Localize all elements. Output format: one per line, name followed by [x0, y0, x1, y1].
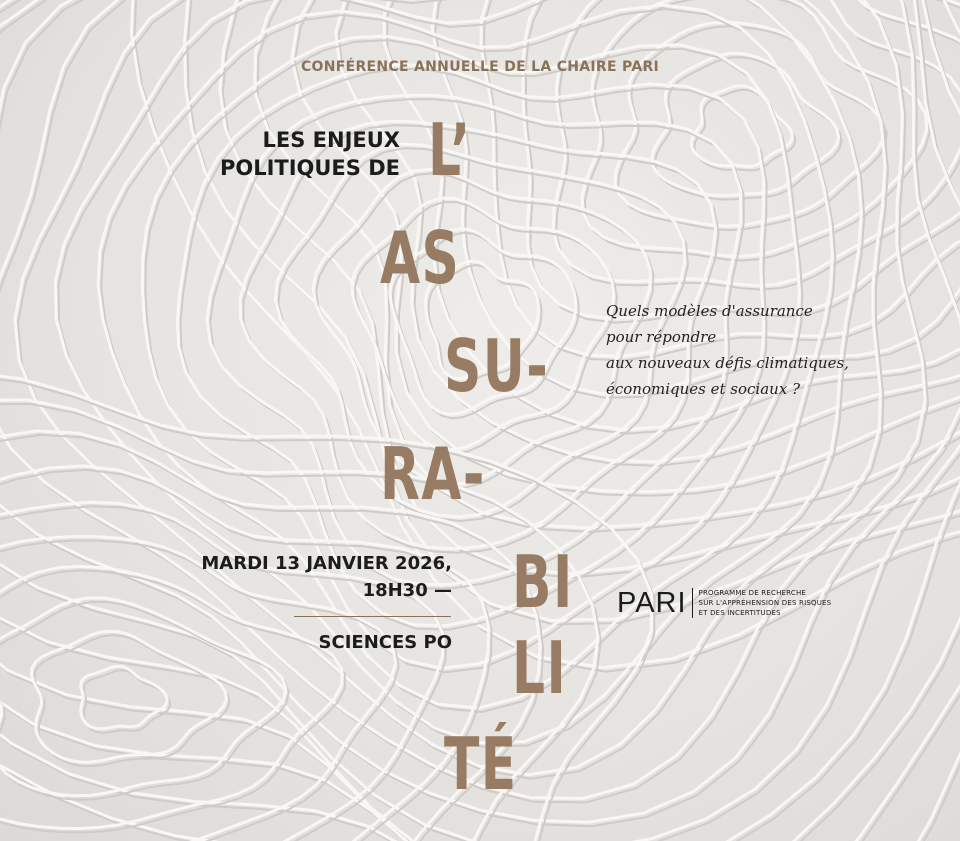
event-venue: SCIENCES PO: [318, 632, 452, 653]
question-text: [606, 298, 849, 402]
big-word-l: L’: [428, 108, 472, 192]
event-date-line: MARDI 13 JANVIER 2026,: [201, 553, 452, 574]
big-word-bi: BI: [512, 540, 574, 624]
pari-logo-tagline: [699, 588, 832, 618]
question-line-3: aux nouveaux défis climatiques,: [606, 354, 849, 372]
divider-rule: [294, 616, 451, 617]
question-line-4: économiques et sociaux ?: [606, 380, 801, 398]
conference-kicker: CONFÉRENCE ANNUELLE DE LA CHAIRE PARI: [300, 59, 660, 75]
question-line-1: Quels modèles d'assurance: [606, 302, 813, 320]
pari-logo: [617, 588, 831, 618]
pari-logo-line-1: PROGRAMME DE RECHERCHE: [698, 589, 807, 597]
big-word-su: SU-: [444, 324, 550, 408]
question-line-2: pour répondre: [606, 328, 717, 346]
big-word-li: LI: [512, 626, 568, 710]
big-word-ra: RA-: [380, 432, 486, 516]
pari-logo-divider: [692, 588, 693, 618]
title-prefix: [220, 126, 400, 182]
event-time-line: 18H30 —: [362, 580, 452, 601]
event-date: [201, 550, 452, 604]
pari-logo-line-2: SUR L'APPRÉHENSION DES RISQUES: [698, 599, 832, 607]
pari-logo-wordmark: PARI: [617, 586, 687, 619]
title-line-1: LES ENJEUX: [262, 128, 400, 152]
title-line-2: POLITIQUES DE: [219, 156, 400, 180]
big-word-te: TÉ: [444, 722, 518, 806]
pari-logo-line-3: ET DES INCERTITUDES: [698, 609, 781, 617]
big-word-as: AS: [380, 216, 461, 300]
